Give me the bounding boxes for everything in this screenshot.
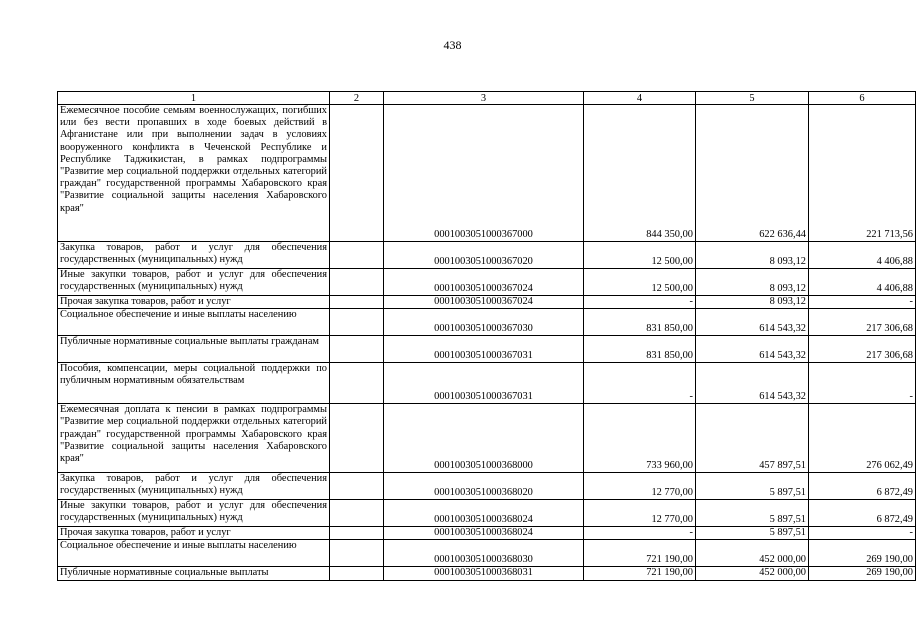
row-col5: 8 093,12 [696, 242, 809, 269]
row-col5: 5 897,51 [696, 500, 809, 527]
table-row [58, 473, 916, 500]
row-col2 [330, 296, 384, 309]
row-code: 0001003051000367030 [384, 309, 584, 336]
row-col6: 217 306,68 [809, 309, 916, 336]
row-code: 0001003051000368030 [384, 540, 584, 567]
row-description: Пособия, компенсации, меры социальной поддержки по публичным нормативным обязательствам [58, 363, 330, 404]
row-col5: 614 543,32 [696, 336, 809, 363]
row-col2 [330, 500, 384, 527]
column-header: 1 [58, 92, 330, 105]
row-col2 [330, 404, 384, 473]
table-row [58, 309, 916, 336]
row-col5: 8 093,12 [696, 269, 809, 296]
row-col6: 4 406,88 [809, 242, 916, 269]
row-col5: 8 093,12 [696, 296, 809, 309]
row-description: Ежемесячная доплата к пенсии в рамках подпрограммы "Развитие мер социальной поддержки отдельных категорий граждан" государственной программы Хабаровского края "Развитие социальной защиты населения Хабаровского края" [58, 404, 330, 473]
column-header: 5 [696, 92, 809, 105]
row-col2 [330, 242, 384, 269]
row-col4: 12 770,00 [584, 500, 696, 527]
row-col5: 5 897,51 [696, 473, 809, 500]
table-row [58, 242, 916, 269]
column-header: 4 [584, 92, 696, 105]
row-col2 [330, 336, 384, 363]
row-col4: 721 190,00 [584, 540, 696, 567]
column-header: 2 [330, 92, 384, 105]
row-col6: 269 190,00 [809, 567, 916, 580]
table-row [58, 269, 916, 296]
row-col4: 844 350,00 [584, 105, 696, 242]
row-col4: 733 960,00 [584, 404, 696, 473]
row-description: Прочая закупка товаров, работ и услуг [58, 527, 330, 540]
row-col2 [330, 363, 384, 404]
table-row [58, 363, 916, 404]
row-col6: 221 713,56 [809, 105, 916, 242]
table-row [58, 567, 916, 580]
row-description: Социальное обеспечение и иные выплаты населению [58, 309, 330, 336]
table-row [58, 296, 916, 309]
row-col2 [330, 567, 384, 580]
row-col4: 12 500,00 [584, 242, 696, 269]
row-code: 0001003051000368020 [384, 473, 584, 500]
table-row [58, 336, 916, 363]
row-col4: 721 190,00 [584, 567, 696, 580]
column-header: 6 [809, 92, 916, 105]
row-code: 0001003051000367024 [384, 269, 584, 296]
row-col4: 831 850,00 [584, 309, 696, 336]
row-col4: - [584, 363, 696, 404]
row-col6: 6 872,49 [809, 473, 916, 500]
row-col2 [330, 105, 384, 242]
row-col5: 622 636,44 [696, 105, 809, 242]
table-row [58, 540, 916, 567]
row-description: Закупка товаров, работ и услуг для обеспечения государственных (муниципальных) нужд [58, 242, 330, 269]
row-col5: 614 543,32 [696, 363, 809, 404]
row-description: Иные закупки товаров, работ и услуг для обеспечения государственных (муниципальных) нужд [58, 269, 330, 296]
row-code: 0001003051000368024 [384, 527, 584, 540]
row-col4: 12 770,00 [584, 473, 696, 500]
row-description: Закупка товаров, работ и услуг для обеспечения государственных (муниципальных) нужд [58, 473, 330, 500]
row-col4: - [584, 296, 696, 309]
row-col6: 276 062,49 [809, 404, 916, 473]
row-col4: 12 500,00 [584, 269, 696, 296]
table-row [58, 527, 916, 540]
column-header: 3 [384, 92, 584, 105]
table-row [58, 404, 916, 473]
row-col4: - [584, 527, 696, 540]
table-header-row [58, 92, 916, 105]
row-description: Иные закупки товаров, работ и услуг для обеспечения государственных (муниципальных) нужд [58, 500, 330, 527]
row-code: 0001003051000367024 [384, 296, 584, 309]
row-col6: - [809, 363, 916, 404]
row-code: 0001003051000368024 [384, 500, 584, 527]
row-code: 0001003051000368031 [384, 567, 584, 580]
page-number: 438 [443, 38, 462, 52]
row-col5: 5 897,51 [696, 527, 809, 540]
row-description: Публичные нормативные социальные выплаты [58, 567, 330, 580]
row-col4: 831 850,00 [584, 336, 696, 363]
budget-table [57, 91, 916, 581]
row-code: 0001003051000368000 [384, 404, 584, 473]
row-code: 0001003051000367000 [384, 105, 584, 242]
row-description: Прочая закупка товаров, работ и услуг [58, 296, 330, 309]
row-col6: 269 190,00 [809, 540, 916, 567]
row-col6: 217 306,68 [809, 336, 916, 363]
row-col2 [330, 473, 384, 500]
row-col2 [330, 527, 384, 540]
row-col5: 452 000,00 [696, 567, 809, 580]
row-col6: 4 406,88 [809, 269, 916, 296]
row-col2 [330, 309, 384, 336]
row-description: Ежемесячное пособие семьям военнослужащих, погибших или без вести пропавших в ходе боевых действий в Афганистане или при выполнении задач в условиях вооруженного конфликта в Чеченской Республике и Республике Таджикистан, в рамках подпрограммы "Развитие мер социальной поддержки отдельных категорий граждан" государственной программы Хабаровского края "Развитие социальной защиты населения Хабаровского края" [58, 105, 330, 242]
row-col6: - [809, 296, 916, 309]
table-row [58, 500, 916, 527]
row-description: Публичные нормативные социальные выплаты гражданам [58, 336, 330, 363]
row-code: 0001003051000367031 [384, 336, 584, 363]
row-col6: 6 872,49 [809, 500, 916, 527]
row-code: 0001003051000367031 [384, 363, 584, 404]
row-col6: - [809, 527, 916, 540]
row-code: 0001003051000367020 [384, 242, 584, 269]
row-col2 [330, 269, 384, 296]
row-col2 [330, 540, 384, 567]
table-row [58, 105, 916, 242]
row-description: Социальное обеспечение и иные выплаты населению [58, 540, 330, 567]
row-col5: 457 897,51 [696, 404, 809, 473]
row-col5: 614 543,32 [696, 309, 809, 336]
row-col5: 452 000,00 [696, 540, 809, 567]
